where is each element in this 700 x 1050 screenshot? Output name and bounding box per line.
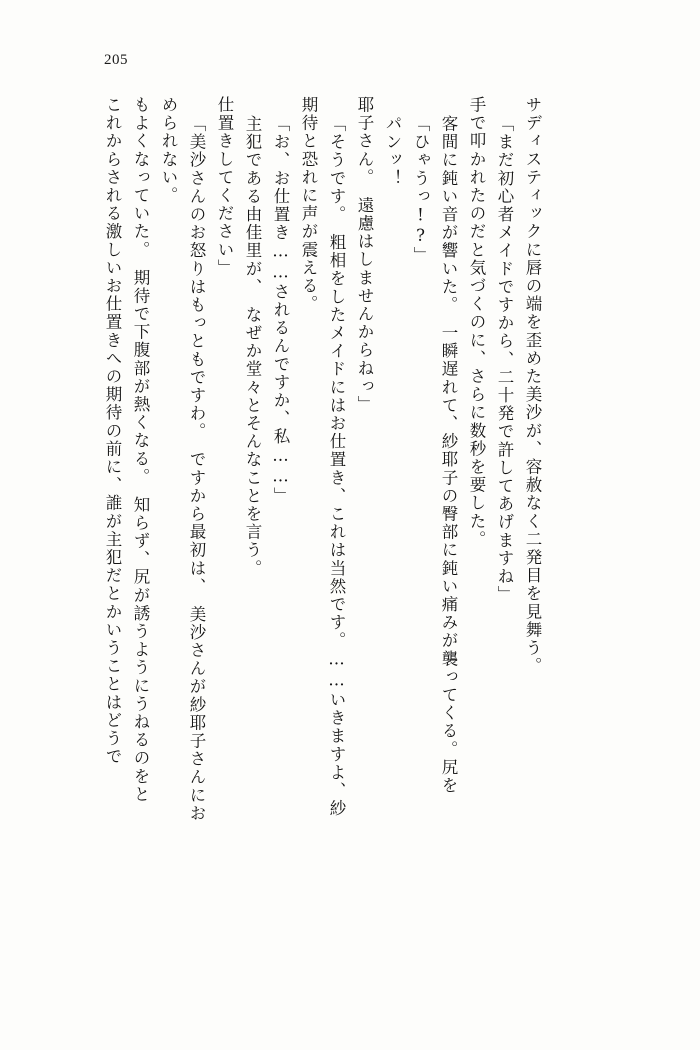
text-column: 主犯である由佳里が、 なぜか堂々とそんなことを言う。 (243, 115, 262, 578)
body-text-columns (92, 96, 604, 916)
text-column: 仕置きしてください」 (215, 96, 234, 277)
text-column: 期待と恐れに声が震える。 (299, 96, 318, 314)
text-column: パンッ！ (383, 115, 402, 188)
text-column: サディスティックに唇の端を歪めた美沙が、容赦なく二発目を見舞う。 (523, 96, 542, 676)
page-number: 205 (104, 52, 128, 68)
text-column: 「まだ初心者メイドですから、二十発で許してあげますね」 (495, 115, 514, 604)
text-column: 「お、お仕置き……されるんですか、私……」 (271, 115, 290, 506)
text-column: 「ひゃうっ!?」 (411, 115, 430, 265)
text-column: 「美沙さんのお怒りはもっともですわ。 ですから最初は、 美沙さんが紗耶子さんにお (187, 115, 206, 823)
text-column: 手で叩かれたのだと気づくのに、さらに数秒を要した。 (467, 96, 486, 549)
text-column: これからされる激しいお仕置きへの期待の前に、誰が主犯だとかいうことはどうで (103, 96, 122, 766)
text-column: 客間に鈍い音が響いた。 一瞬遅れて、紗耶子の臀部に鈍い痛みが襲ってくる。尻を (439, 115, 458, 795)
text-column: もよくなっていた。 期待で下腹部が熱くなる。 知らず、尻が誘うようにうねるのをと (131, 96, 150, 804)
text-column: 「そうです。 粗相をしたメイドにはお仕置き、これは当然です。……いきますよ、紗 (327, 115, 346, 818)
text-column: 耶子さん。 遠慮はしませんからねっ」 (355, 96, 374, 414)
text-column: められない。 (159, 96, 178, 205)
